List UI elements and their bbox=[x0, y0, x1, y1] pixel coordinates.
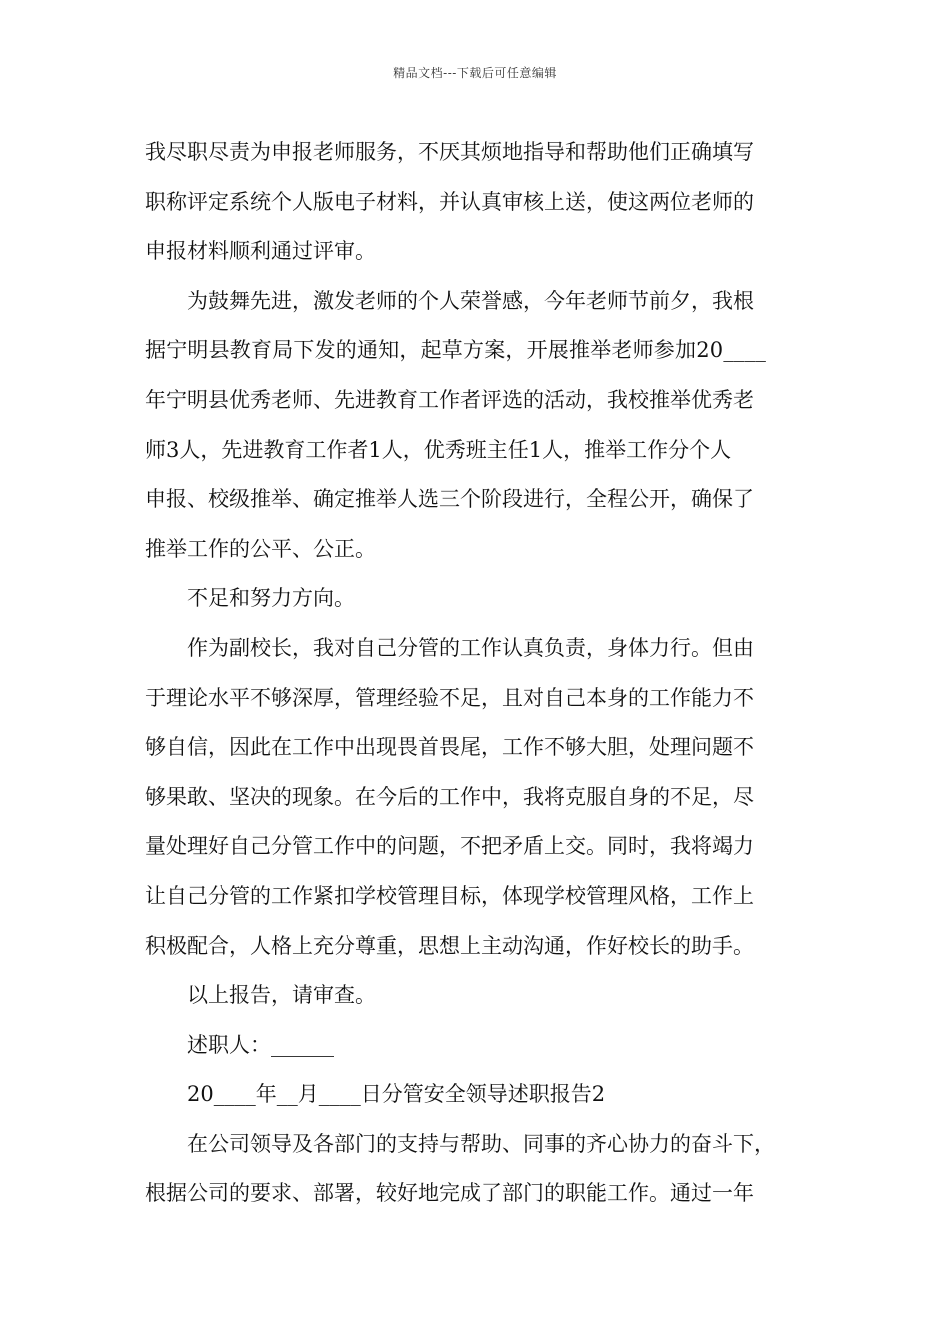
document-body bbox=[145, 128, 811, 1219]
page-header: 精品文档---下载后可任意编辑 bbox=[393, 66, 557, 80]
body-line-22: 根据公司的要求、部署，较好地完成了部门的职能工作。通过一年 bbox=[145, 1181, 754, 1206]
body-line-12: 于理论水平不够深厚，管理经验不足，且对自己本身的工作能力不 bbox=[145, 685, 754, 710]
body-line-5: 据宁明县教育局下发的通知，起草方案，开展推举老师参加20____ bbox=[145, 338, 767, 363]
body-line-14: 够果敢、坚决的现象。在今后的工作中，我将克服自身的不足，尽 bbox=[145, 784, 754, 809]
closing-line: 以上报告，请审查。 bbox=[187, 983, 376, 1008]
body-line-1: 我尽职尽责为申报老师服务，不厌其烦地指导和帮助他们正确填写 bbox=[145, 140, 754, 164]
body-line-7: 师3人，先进教育工作者1人，优秀班主任1人，推举工作分个人 bbox=[145, 437, 732, 462]
body-line-11: 作为副校长，我对自己分管的工作认真负责，身体力行。但由 bbox=[187, 635, 754, 660]
body-line-21: 在公司领导及各部门的支持与帮助、同事的齐心协力的奋斗下， bbox=[187, 1131, 775, 1156]
signature-line: 述职人：______ bbox=[187, 1032, 334, 1057]
body-line-15: 量处理好自己分管工作中的问题，不把矛盾上交。同时，我将竭力 bbox=[145, 834, 754, 859]
body-line-6: 年宁明县优秀老师、先进教育工作者评选的活动，我校推举优秀老 bbox=[145, 387, 754, 412]
section-heading: 不足和努力方向。 bbox=[187, 586, 355, 611]
date-title-line: 20____年__月____日分管安全领导述职报告2 bbox=[187, 1082, 606, 1107]
body-line-4: 为鼓舞先进，激发老师的个人荣誉感，今年老师节前夕，我根 bbox=[187, 288, 754, 313]
body-line-13: 够自信，因此在工作中出现畏首畏尾，工作不够大胆，处理问题不 bbox=[145, 735, 754, 760]
body-line-9: 推举工作的公平、公正。 bbox=[145, 536, 376, 561]
body-line-3: 申报材料顺利通过评审。 bbox=[145, 239, 376, 264]
body-line-8: 申报、校级推举、确定推举人选三个阶段进行，全程公开，确保了 bbox=[145, 487, 754, 512]
body-line-17: 积极配合，人格上充分尊重，思想上主动沟通，作好校长的助手。 bbox=[145, 933, 754, 958]
body-line-16: 让自己分管的工作紧扣学校管理目标，体现学校管理风格，工作上 bbox=[145, 883, 754, 908]
body-line-2: 职称评定系统个人版电子材料，并认真审核上送，使这两位老师的 bbox=[145, 189, 754, 214]
